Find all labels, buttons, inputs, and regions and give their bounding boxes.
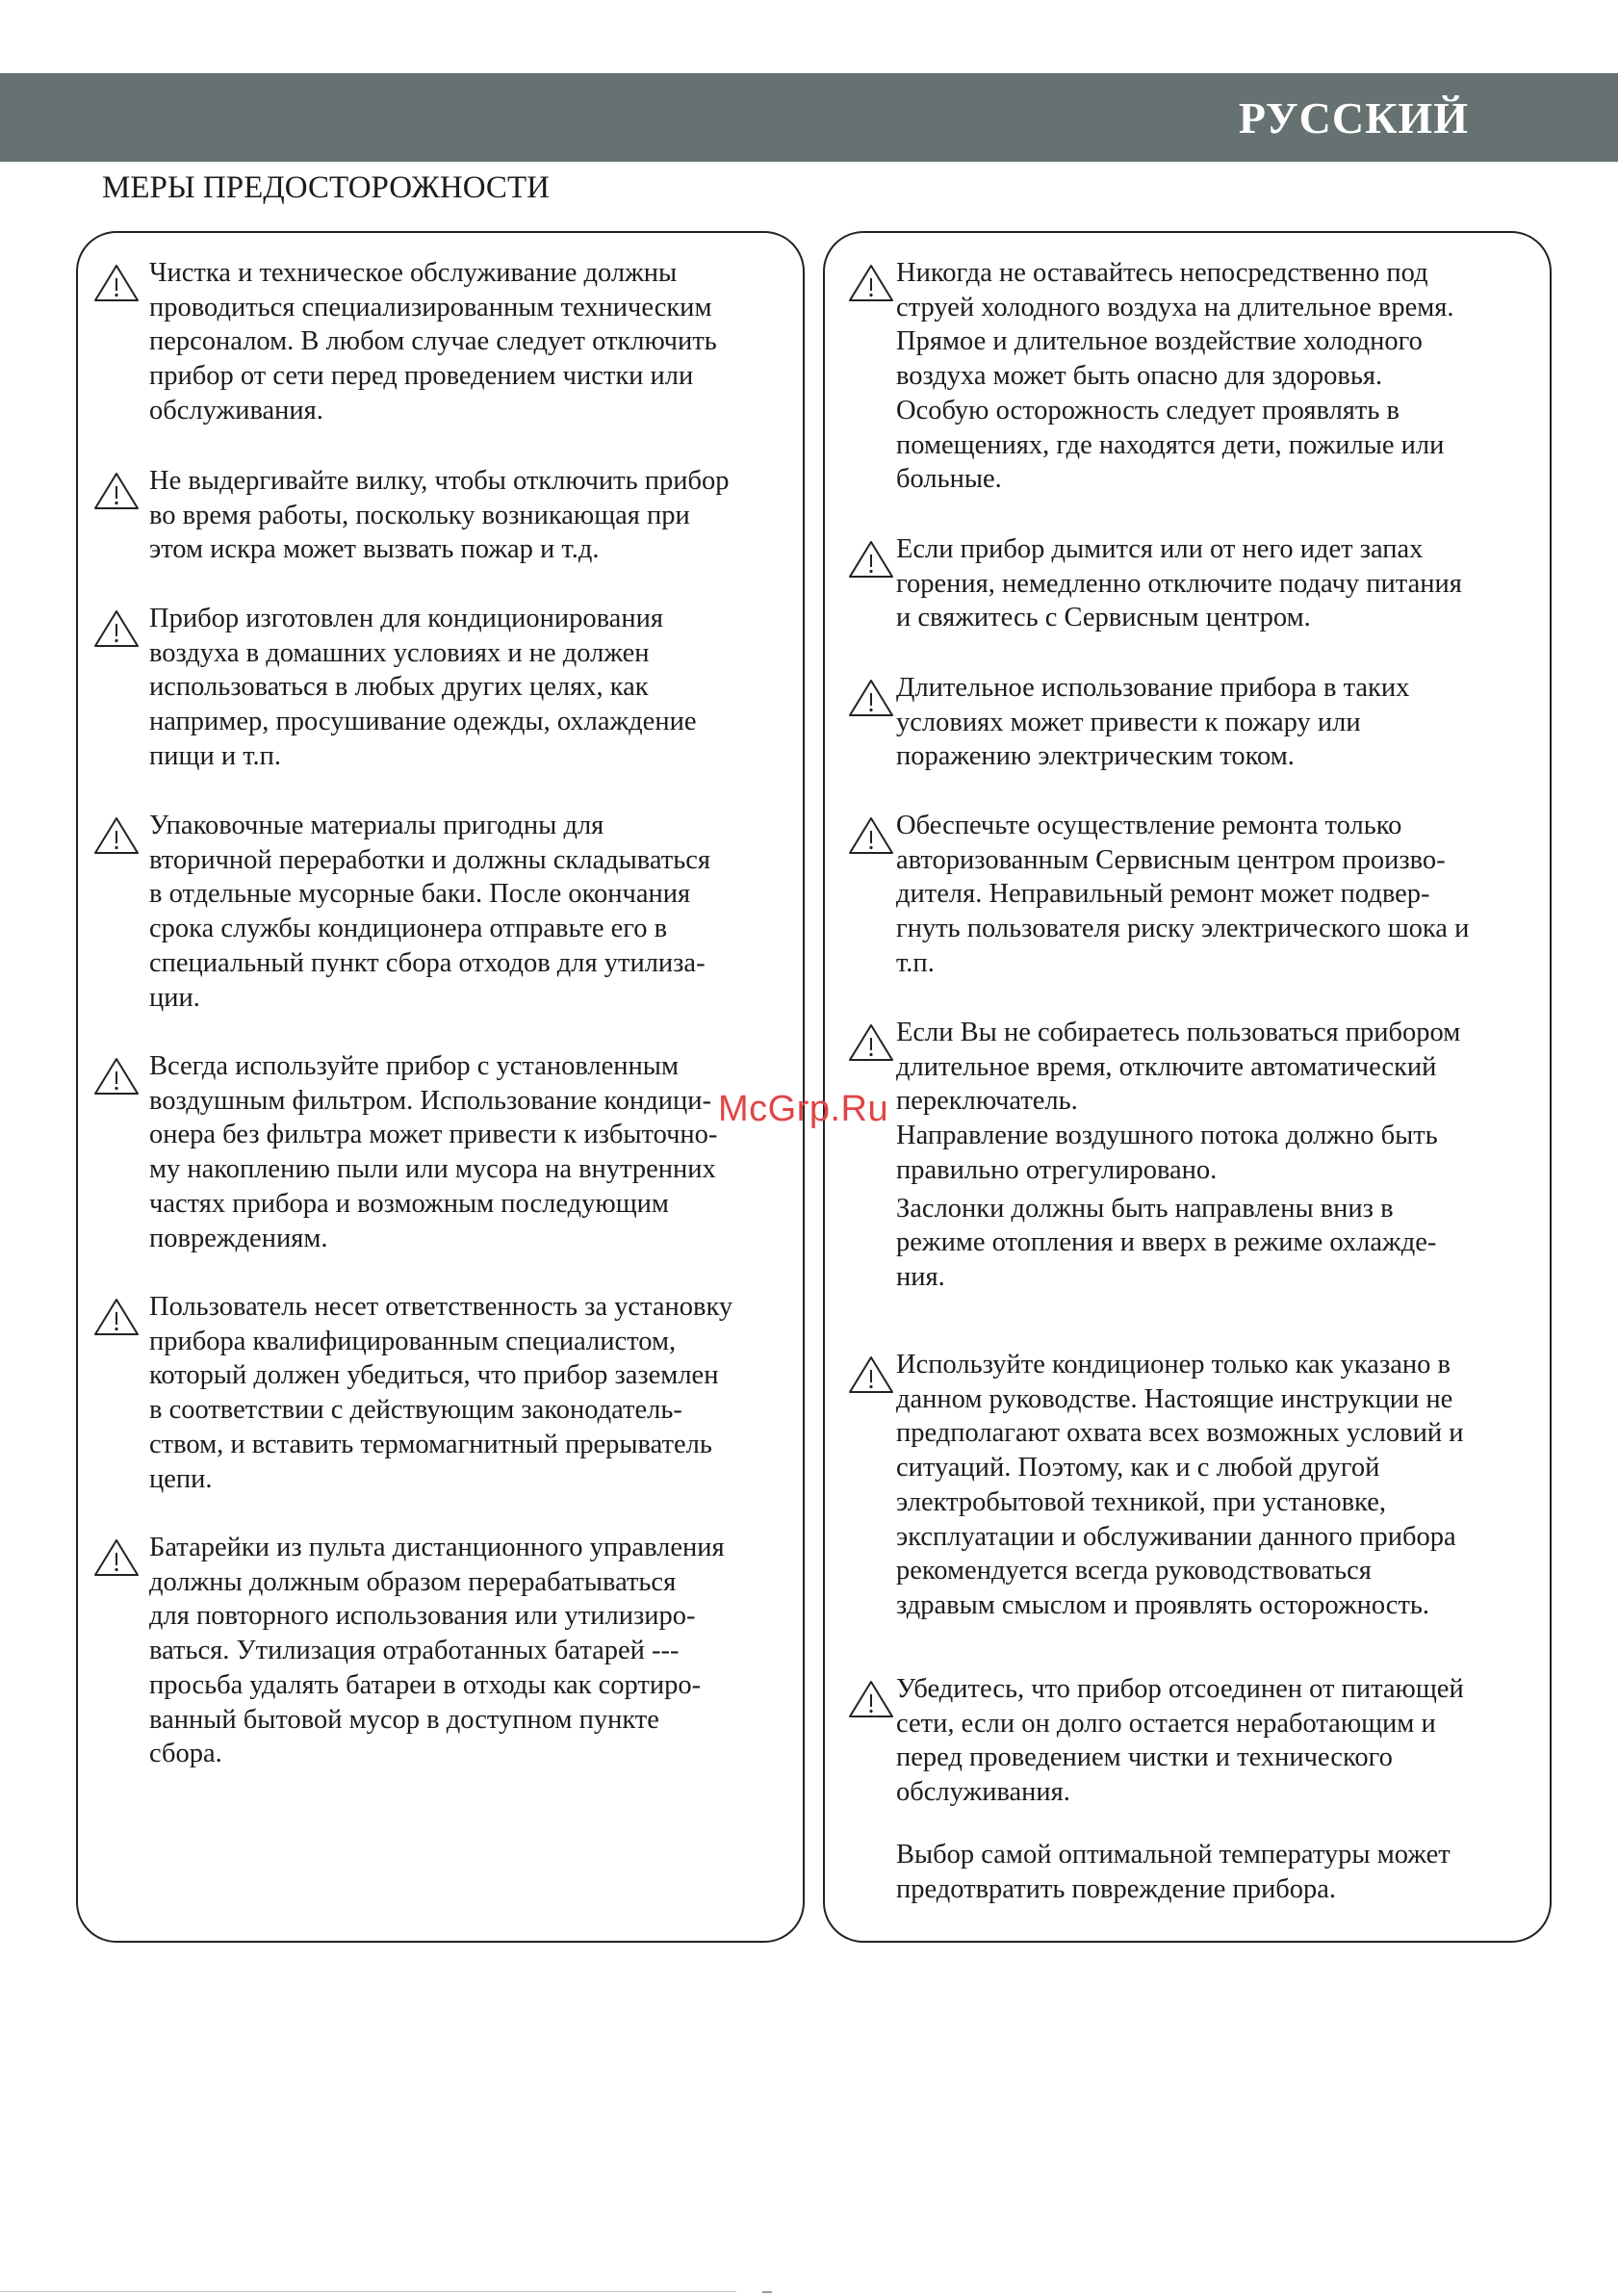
precaution-item-packaging bbox=[149, 809, 804, 1015]
precaution-item-prolonged-use bbox=[896, 671, 1551, 774]
precaution-item-manual-use bbox=[896, 1348, 1551, 1623]
warning-triangle-icon bbox=[848, 1354, 894, 1395]
precaution-item-batteries bbox=[149, 1531, 804, 1771]
warning-triangle-icon bbox=[93, 1056, 140, 1096]
language-label: РУССКИЙ bbox=[1238, 93, 1469, 142]
language-header-band bbox=[0, 73, 1618, 162]
precaution-item-cold-air bbox=[896, 256, 1551, 497]
warning-triangle-icon bbox=[93, 471, 140, 511]
precaution-text: Упаковочные материалы пригодны для вторичной переработки и должны складываться в отдельные мусорные баки. После окончания срока службы кондиционера отправьте его в специальный пункт сбора отходов для утилиза- ции. bbox=[149, 811, 710, 1013]
precaution-text: Батарейки из пульта дистанционного управления должны должным образом перерабатываться для повторного использования или утилизиро- ваться. Утилизация отработанных батарей --- просьба удалять батареи в отходы как сортиро- ванный бытовой мусор в доступном пункте сбора. bbox=[149, 1533, 725, 1769]
precaution-text: Длительное использование прибора в таких условиях может привести к пожару или поражению электрическим током. bbox=[896, 673, 1410, 772]
right-precautions-panel bbox=[823, 231, 1552, 1943]
warning-triangle-icon bbox=[848, 539, 894, 580]
precaution-item-cleaning bbox=[149, 256, 804, 428]
precaution-item-filter bbox=[149, 1049, 804, 1255]
precaution-item-long-idle bbox=[896, 1016, 1551, 1295]
warning-triangle-icon bbox=[93, 815, 140, 856]
precaution-text: Если Вы не собираетесь пользоваться прибором длительное время, отключите автоматический переключатель. Направление воздушного потока должно быть правильно отрегулировано. bbox=[896, 1018, 1461, 1185]
precaution-text: Используйте кондиционер только как указано в данном руководстве. Настоящие инструкции не предполагают охвата всех возможных условий и ситуаций. Поэтому, как и с любой другой электробытовой техникой, при установке, эксплуатации и обслуживании данного прибора рекомендуется всегда руководствоваться здравым смыслом и проявлять осторожность. bbox=[896, 1350, 1464, 1620]
precaution-text: Выбор самой оптимальной температуры может предотвратить повреждение прибора. bbox=[896, 1840, 1451, 1904]
precaution-item-plug bbox=[149, 464, 804, 567]
precaution-text: Пользователь несет ответственность за установку прибора квалифицированным специалистом, который должен убедиться, что прибор заземлен в соответствии с действующим законодатель- ством, и вставить термомагнитный прерыватель цепи. bbox=[149, 1292, 733, 1494]
precaution-text: Прибор изготовлен для кондиционирования воздуха в домашних условиях и не должен использоваться в любых других целях, как например, просушивание одежды, охлаждение пищи и т.п. bbox=[149, 604, 697, 771]
precaution-text: Не выдергивайте вилку, чтобы отключить прибор во время работы, поскольку возникающая при этом искра может вызвать пожар и т.д. bbox=[149, 466, 730, 565]
precaution-text: Если прибор дымится или от него идет запах горения, немедленно отключите подачу питания и свяжитесь с Сервисным центром. bbox=[896, 534, 1462, 633]
precaution-item-disconnect bbox=[896, 1672, 1551, 1810]
warning-triangle-icon bbox=[93, 263, 140, 303]
warning-triangle-icon bbox=[93, 1537, 140, 1578]
footer-rule bbox=[0, 2291, 736, 2292]
precaution-text: Обеспечьте осуществление ремонта только авторизованным Сервисным центром произво- дителя. Неправильный ремонт может подвер- гнуть пользователя риску электрического шока и т.п. bbox=[896, 811, 1470, 978]
precaution-text: Заслонки должны быть направлены вниз в режиме отопления и вверх в режиме охлажде- ния. bbox=[896, 1193, 1437, 1292]
precaution-item-purpose bbox=[149, 602, 804, 774]
precaution-item-temperature bbox=[896, 1838, 1551, 1906]
warning-triangle-icon bbox=[93, 1297, 140, 1337]
footer-mark bbox=[762, 2291, 772, 2293]
watermark-text: McGrp.Ru bbox=[718, 1089, 889, 1129]
precaution-item-repair bbox=[896, 809, 1551, 981]
precaution-text: Убедитесь, что прибор отсоединен от питающей сети, если он долго остается неработающим и перед проведением чистки и технического обслуживания. bbox=[896, 1674, 1464, 1808]
precaution-text: Чистка и техническое обслуживание должны проводиться специализированным техническим персоналом. В любом случае следует отключить прибор от сети перед проведением чистки или обслуживания. bbox=[149, 258, 717, 426]
precaution-text: Никогда не оставайтесь непосредственно под струей холодного воздуха на длительное время. Прямое и длительное воздействие холодного воздуха может быть опасно для здоровья. Особую осторожность следует проявлять в помещениях, где находятся дети, пожилые или больные. bbox=[896, 258, 1454, 495]
left-precautions-panel bbox=[76, 231, 805, 1943]
precaution-item-installation bbox=[149, 1290, 804, 1496]
precaution-text: Всегда используйте прибор с установленным воздушным фильтром. Использование кондици- онера без фильтра может привести к избыточно- му накоплению пыли или мусора на внутренних частях прибора и возможным последующим повреждениям. bbox=[149, 1051, 718, 1253]
warning-triangle-icon bbox=[848, 263, 894, 303]
warning-triangle-icon bbox=[93, 608, 140, 649]
warning-triangle-icon bbox=[848, 678, 894, 718]
warning-triangle-icon bbox=[848, 815, 894, 856]
warning-triangle-icon bbox=[848, 1679, 894, 1719]
page-title: МЕРЫ ПРЕДОСТОРОЖНОСТИ bbox=[102, 170, 550, 205]
warning-triangle-icon bbox=[848, 1022, 894, 1063]
precaution-item-smoke bbox=[896, 532, 1551, 635]
